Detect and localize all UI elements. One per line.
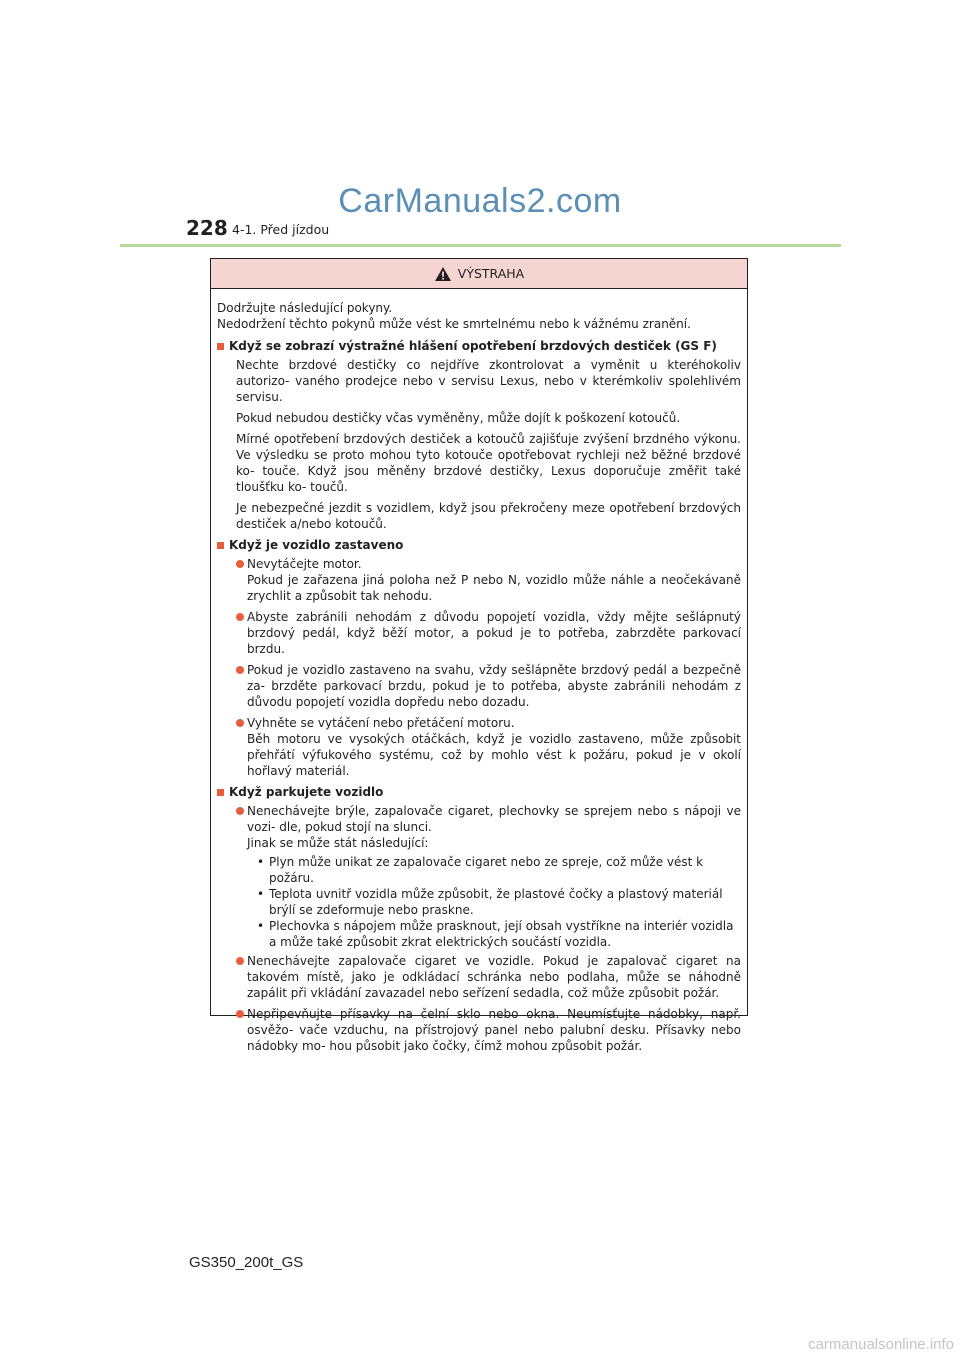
subheading-parking: Když parkujete vozidlo <box>217 784 741 800</box>
footer-model: GS350_200t_GS <box>189 1254 304 1271</box>
bullet-text: Pokud je zařazena jiná poloha než P nebo N, vozidlo může náhle a neočekávaně zrychlit a způsobit tak nehodu. <box>247 573 741 603</box>
sub-list-item: • Plechovka s nápojem může prasknout, její obsah vystříkne na interiér vozidla a může také způsobit zkrat elektrických součástí vozidla. <box>257 919 734 949</box>
dot-marker: • <box>257 919 265 933</box>
warning-header <box>211 259 747 289</box>
square-bullet-icon <box>217 542 224 549</box>
round-bullet-icon <box>236 957 244 965</box>
round-bullet-icon <box>236 613 244 621</box>
bullet-line: Nevytáčejte motor. <box>247 557 362 571</box>
warning-triangle-icon <box>434 266 452 282</box>
intro-line-1: Dodržujte následující pokyny. <box>217 301 393 315</box>
square-bullet-icon <box>217 789 224 796</box>
list-item <box>217 556 741 604</box>
warning-body <box>211 289 747 1054</box>
square-bullet-icon <box>217 343 224 350</box>
sub-list-item: • Plyn může unikat ze zapalovače cigaret nebo ze spreje, což může vést k požáru. <box>257 855 704 885</box>
bullet-text: Nepřipevňujte přísavky na čelní sklo nebo okna. Neumísťujte nádobky, např. osvěžo- vače vzduchu, na přístrojový panel nebo palubní desku. Přísavky nebo nádobky mo- hou působit jako čočky, čímž mohou způsobit požár. <box>247 1007 741 1053</box>
list-item <box>217 953 741 1001</box>
watermark-bottom: carmanualsonline.info <box>808 1336 954 1353</box>
round-bullet-icon <box>236 719 244 727</box>
bullet-text: Běh motoru ve vysokých otáčkách, když je vozidlo zastaveno, může způsobit přehřátí výfukového systému, což by mohlo vést k požáru, pokud je v okolí hořlavý materiál. <box>247 732 741 778</box>
paragraph: Mírné opotřebení brzdových destiček a kotoučů zajišťuje zvýšení brzdného výkonu. Ve výsledku se proto mohou tyto kotouče opotřebovat rychleji než běžné brzdové ko- touče. Když jsou měněny brzdové destičky, Lexus doporučuje změřit také tloušťku ko- toučů. <box>236 432 741 494</box>
warning-intro <box>217 300 741 332</box>
warning-title: VÝSTRAHA <box>457 266 525 281</box>
dot-marker: • <box>257 887 265 901</box>
paragraph: Pokud nebudou destičky včas vyměněny, může dojít k poškození kotoučů. <box>236 411 681 425</box>
subheading-stopped: Když je vozidlo zastaveno <box>217 537 741 553</box>
round-bullet-icon <box>236 1010 244 1018</box>
warning-box <box>210 258 748 1053</box>
list-item <box>217 715 741 779</box>
page-number: 228 <box>186 216 228 240</box>
header-rule <box>120 244 841 247</box>
bullet-text: Abyste zabránili nehodám z důvodu popojetí vozidla, vždy mějte sešlápnutý brzdový pedál, když běží motor, a pokud je to potřeba, zabrzděte parkovací brzdu. <box>247 610 741 656</box>
watermark-top: CarManuals2.com <box>338 182 622 220</box>
bullet-text: Nenechávejte zapalovače cigaret ve vozidle. Pokud je zapalovač cigaret na takovém místě, jako je odkládací schránka nebo podlaha, může se náhodně zapálit při vkládání zavazadel nebo seřízení sedadla, což může způsobit požár. <box>247 954 741 1000</box>
list-item <box>217 609 741 657</box>
list-item <box>217 1006 741 1054</box>
sub-list-item: • Teplota uvnitř vozidla může způsobit, že plastové čočky a plastový materiál brýlí se zdeformuje nebo praskne. <box>257 887 723 917</box>
bullet-text: Pokud je vozidlo zastaveno na svahu, vždy sešlápněte brzdový pedál a bezpečně za- brzděte parkovací brzdu, pokud je to potřeba, abyste zabránili nehodám z důvodu popojetí vozidla dopředu nebo dozadu. <box>247 663 741 709</box>
subheading-brake-pads: Když se zobrazí výstražné hlášení opotřebení brzdových destiček (GS F) <box>217 338 741 354</box>
round-bullet-icon <box>236 666 244 674</box>
section-title: 4-1. Před jízdou <box>232 222 330 237</box>
bullet-line: Jinak se může stát následující: <box>247 836 429 850</box>
bullet-line: Vyhněte se vytáčení nebo přetáčení motoru. <box>247 716 515 730</box>
list-item <box>217 662 741 710</box>
list-item <box>217 803 741 851</box>
dot-marker: • <box>257 855 265 869</box>
paragraph: Je nebezpečné jezdit s vozidlem, když jsou překročeny meze opotřebení brzdových destiček a/nebo kotoučů. <box>236 501 741 531</box>
intro-line-2: Nedodržení těchto pokynů může vést ke smrtelnému nebo k vážnému zranění. <box>217 317 691 331</box>
bullet-text: Nenechávejte brýle, zapalovače cigaret, plechovky se sprejem nebo s nápoji ve vozi- dle, pokud stojí na slunci. <box>247 804 741 834</box>
round-bullet-icon <box>236 560 244 568</box>
round-bullet-icon <box>236 807 244 815</box>
paragraph: Nechte brzdové destičky co nejdříve zkontrolovat a vyměnit u kteréhokoliv autorizo- vaného prodejce nebo v servisu Lexus, nebo v kterémkoliv spolehlivém servisu. <box>236 358 741 404</box>
